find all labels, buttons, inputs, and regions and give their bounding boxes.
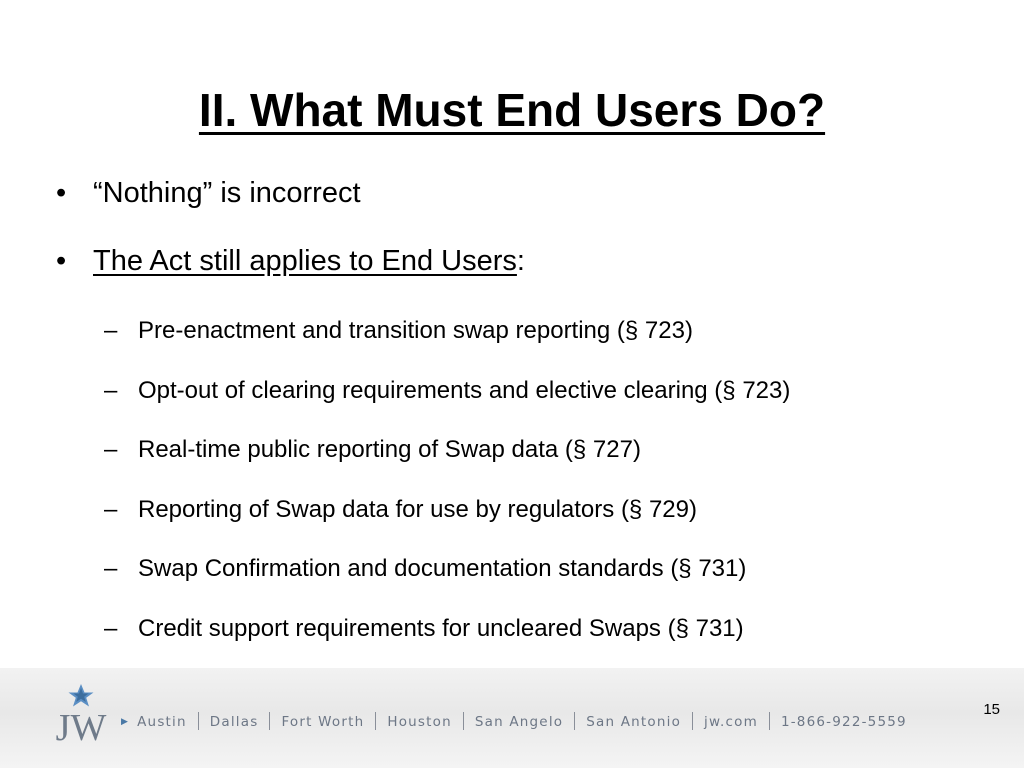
office-list: [121, 712, 907, 730]
slide-title: II. What Must End Users Do?: [198, 84, 826, 136]
sub-bullet-item: [104, 607, 984, 651]
footer-bar: [0, 668, 1024, 768]
bullet-marker: •: [56, 245, 67, 277]
star-icon: [69, 684, 94, 707]
office-austin: Austin: [137, 714, 187, 730]
sub-bullet-text: Opt-out of clearing requirements and elective clearing (§ 723): [138, 376, 791, 404]
dash-marker: –: [104, 376, 118, 404]
sub-bullet-item: [104, 488, 984, 532]
sub-bullet-item: [104, 547, 984, 591]
separator: [463, 712, 464, 730]
bullet-underlined-text: The Act still applies to End Users: [93, 245, 517, 277]
bullet-list: [56, 170, 976, 306]
sub-bullet-text: Credit support requirements for uncleared Swaps (§ 731): [138, 614, 744, 642]
bullet-item: [56, 238, 976, 284]
phone-number: 1-866-922-5559: [780, 714, 907, 730]
dash-marker: –: [104, 614, 118, 642]
separator: [375, 712, 376, 730]
bullet-text: “Nothing” is incorrect: [93, 177, 361, 209]
jw-logo: [54, 682, 108, 754]
office-san-angelo: San Angelo: [474, 714, 564, 730]
office-san-antonio: San Antonio: [586, 714, 682, 730]
bullet-item: [56, 170, 976, 216]
dash-marker: –: [104, 555, 118, 582]
page-number: 15: [983, 701, 1000, 718]
separator: [269, 712, 270, 730]
office-fort-worth: Fort Worth: [281, 714, 365, 730]
dash-marker: –: [104, 436, 118, 463]
dash-marker: –: [104, 317, 118, 344]
separator: [769, 712, 770, 730]
separator: [574, 712, 575, 730]
logo-text: JW: [55, 707, 107, 749]
website: jw.com: [704, 714, 758, 730]
sub-bullet-text: Swap Confirmation and documentation standards (§ 731): [138, 555, 747, 582]
dash-marker: –: [104, 495, 118, 523]
sub-bullet-item: [104, 428, 984, 472]
sub-bullet-text: Reporting of Swap data for use by regulators (§ 729): [138, 495, 697, 523]
bullet-marker: •: [56, 177, 67, 209]
sub-bullet-text: Real-time public reporting of Swap data (§ 727): [138, 436, 641, 463]
bullet-suffix: :: [516, 245, 525, 277]
separator: [692, 712, 693, 730]
sub-bullet-item: [104, 369, 984, 413]
sub-bullet-list: [104, 309, 984, 666]
sub-bullet-item: [104, 309, 984, 353]
office-dallas: Dallas: [209, 714, 259, 730]
separator: [198, 712, 199, 730]
sub-bullet-text: Pre-enactment and transition swap reporting (§ 723): [138, 317, 693, 344]
office-houston: Houston: [387, 714, 452, 730]
play-arrow-icon: ▶: [121, 717, 130, 727]
